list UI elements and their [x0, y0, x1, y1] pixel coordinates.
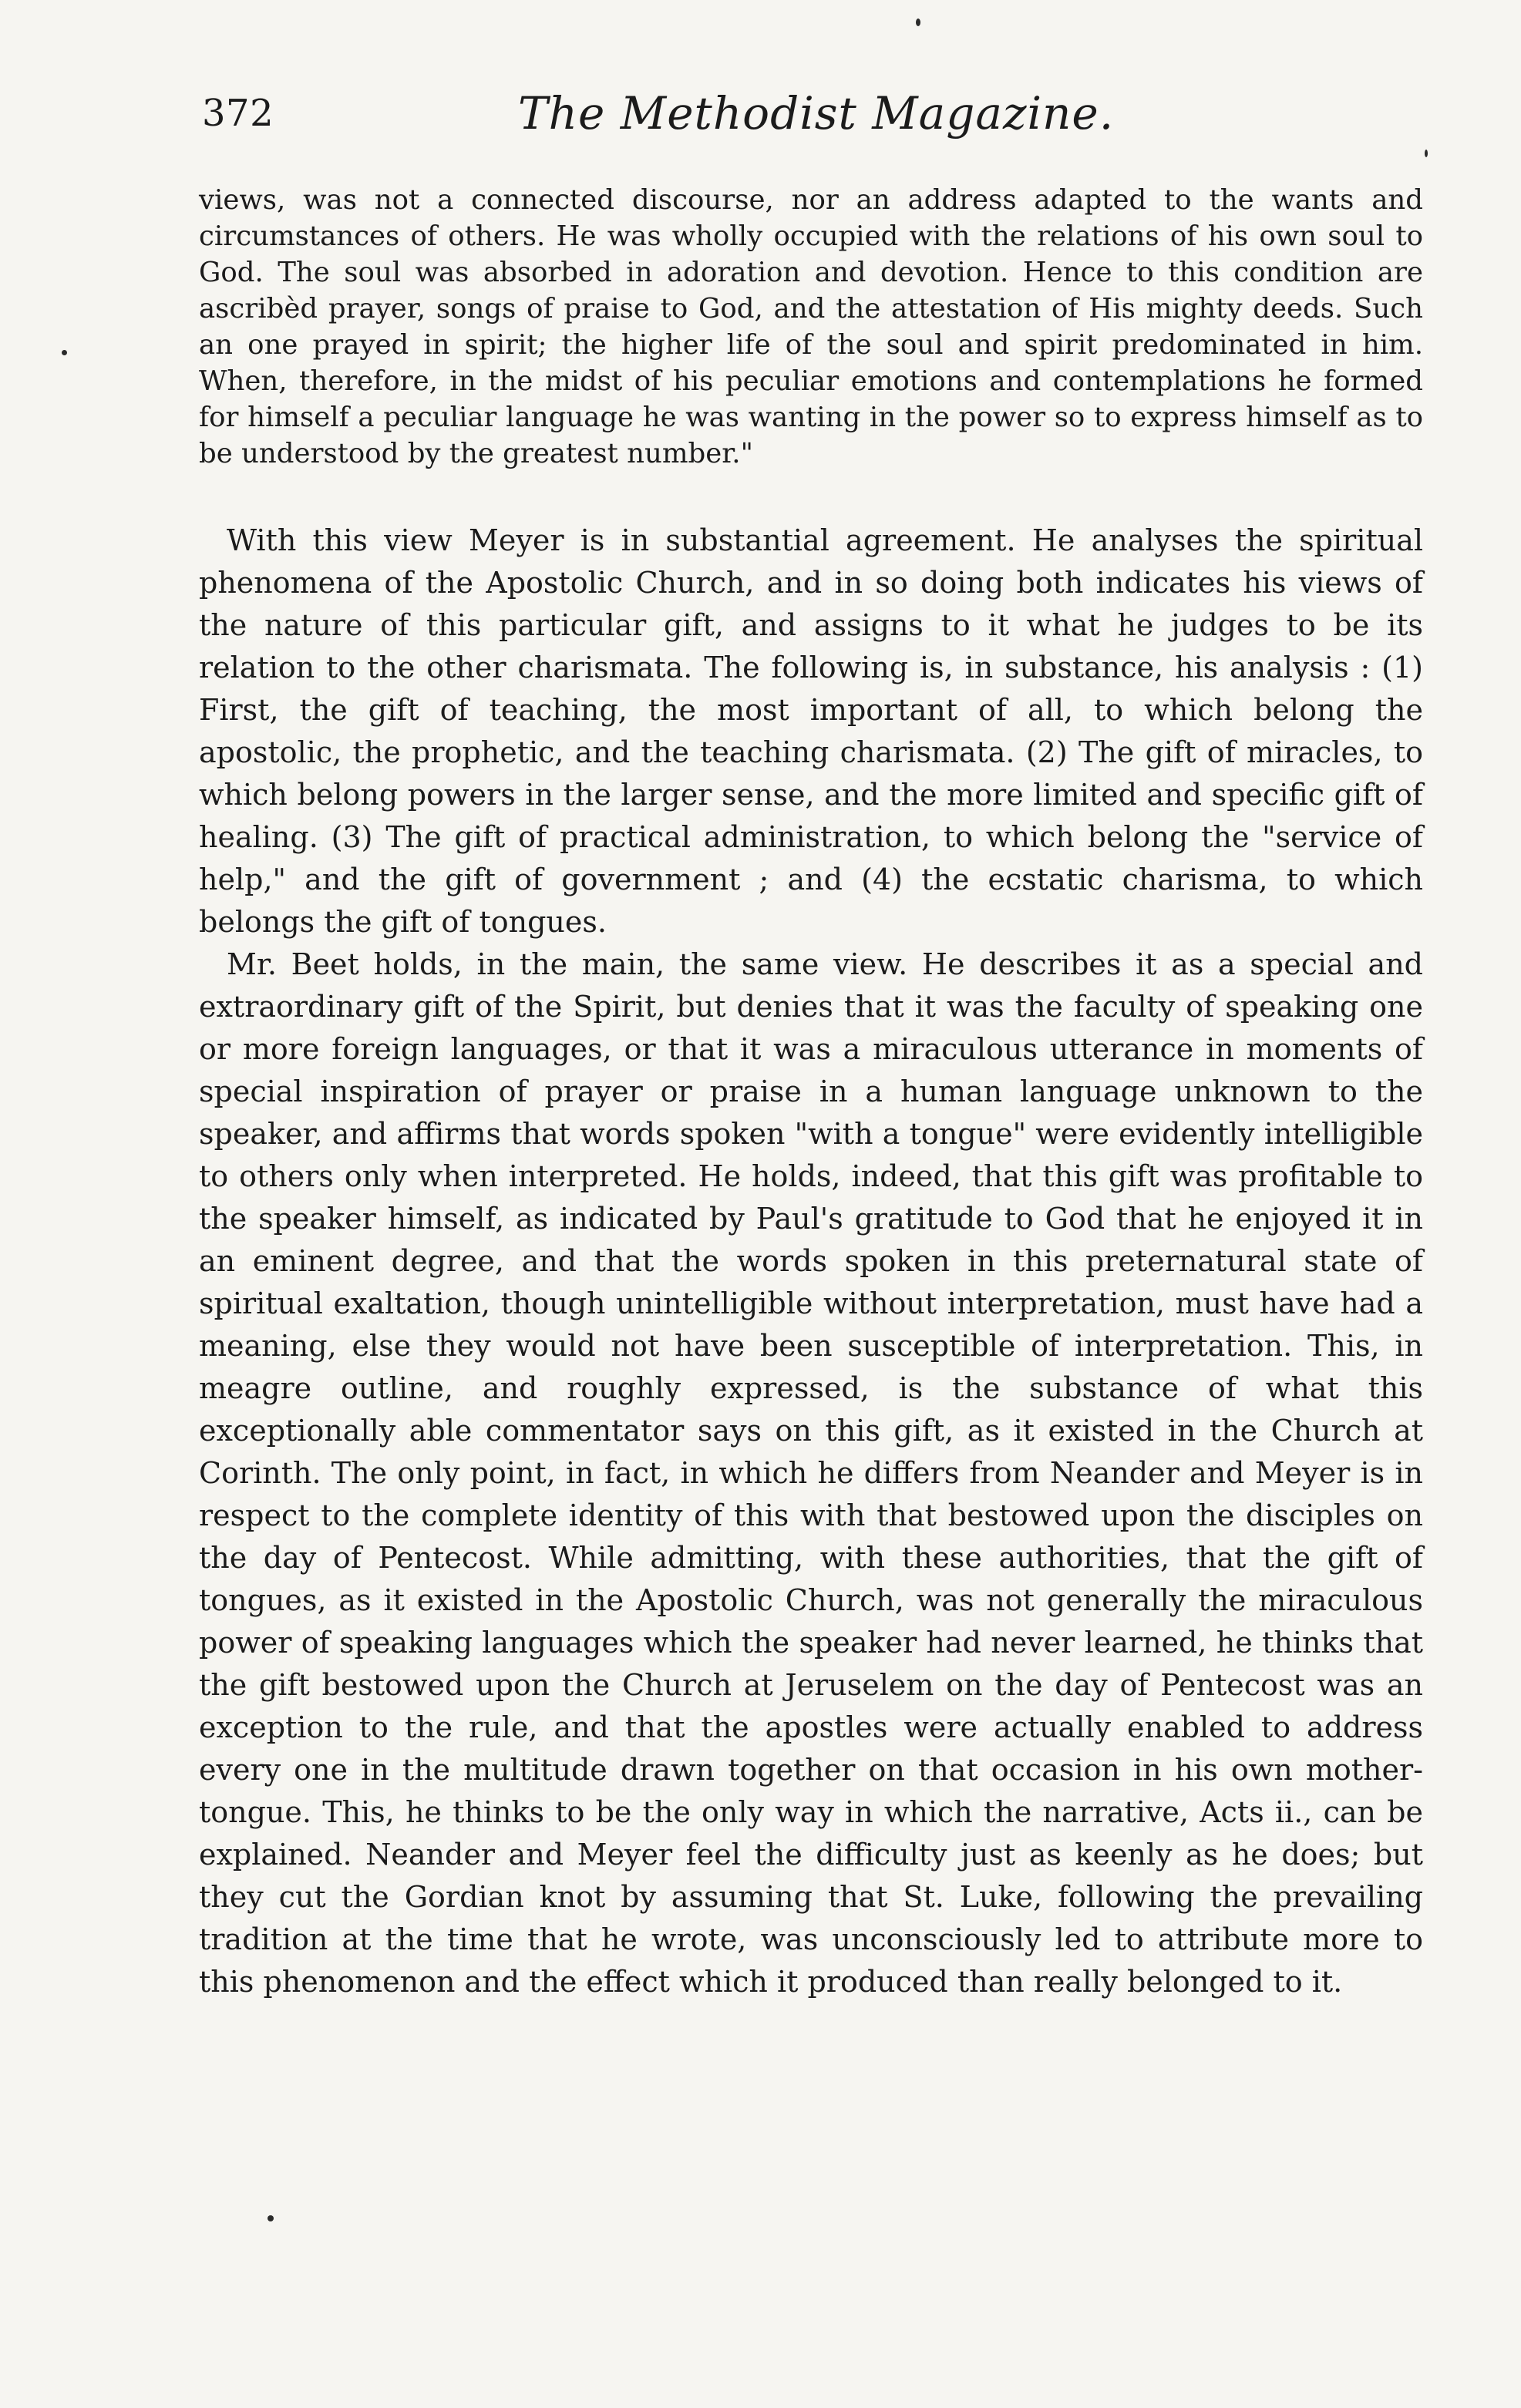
paragraph-beet-view: Mr. Beet holds, in the main, the same view. He describes it as a special and extraordinary gift of the Spirit, but denies that it was the faculty of speaking one or more foreign languages, or that it was a miraculous utterance in moments of special inspiration of prayer or praise in a human language unknown to the speaker, and affirms that words spoken "with a tongue" were evidently intelligible to others only when interpreted. He holds, indeed, that this gift was profitable to the speaker himself, as indicated by Paul's gratitude to God that he enjoyed it in an eminent degree, and that the words spoken in this preternatural state of spiritual exaltation, though unintelligible without interpretation, must have had a meaning, else they would not have been susceptible of interpretation. This, in meagre outline, and roughly expressed, is the substance of what this exceptionally able commentator says on this gift, as it existed in the Church at Corinth. The only point, in fact, in which he differs from Neander and Meyer is in respect to the complete identity of this with that bestowed upon the disciples on the day of Pentecost. While admitting, with these authorities, that the gift of tongues, as it existed in the Apostolic Church, was not generally the miraculous power of speaking languages which the speaker had never learned, he thinks that the gift bestowed upon the Church at Jeruselem on the day of Pentecost was an exception to the rule, and that the apostles were actually enabled to address every one in the multitude drawn together on that occasion in his own mother-tongue. This, he thinks to be the only way in which the narrative, Acts ii., can be explained. Neander and Meyer feel the difficulty just as keenly as he does; but they cut the Gordian knot by assuming that St. Luke, following the prevailing tradition at the time that he wrote, was unconsciously led to attribute more to this phenomenon and the effect which it produced than really belonged to it. — [199, 947, 1423, 1999]
print-speck-left — [62, 350, 67, 355]
print-speck-bottom — [268, 2215, 274, 2221]
paragraph-meyer-analysis: With this view Meyer is in substantial agreement. He analyses the spiritual phenomena of the Apostolic Church, and in so doing both indicates his views of the nature of this particular gift, and assigns to it what he judges to be its relation to the other charismata. The following is, in substance, his analysis : (1) First, the gift of teaching, the most important of all, to which belong the apostolic, the prophetic, and the teaching charismata. (2) The gift of miracles, to which belong powers in the larger sense, and the more limited and specific gift of healing. (3) The gift of practical administration, to which belong the "service of help," and the gift of government ; and (4) the ecstatic charisma, to which belongs the gift of tongues. — [199, 523, 1423, 939]
quoted-passage: views, was not a connected discourse, nor an address adapted to the wants and circumstances of others. He was wholly occupied with the relations of his own soul to God. The soul was absorbed in adoration and devotion. Hence to this condition are ascribèd prayer, songs of praise to God, and the attestation of His mighty deeds. Such an one prayed in spirit; the higher life of the soul and spirit predominated in him. When, therefore, in the midst of his peculiar emotions and contemplations he formed for himself a peculiar language he was wanting in the power so to express himself as to be understood by the greatest number." — [199, 184, 1423, 469]
print-speck-top — [916, 18, 920, 26]
running-head-title: The Methodist Magazine. — [518, 87, 1115, 140]
main-text-column — [199, 182, 1423, 2201]
page-number: 372 — [202, 92, 274, 135]
print-speck-right-top — [1425, 150, 1428, 157]
page-header — [202, 86, 1420, 140]
